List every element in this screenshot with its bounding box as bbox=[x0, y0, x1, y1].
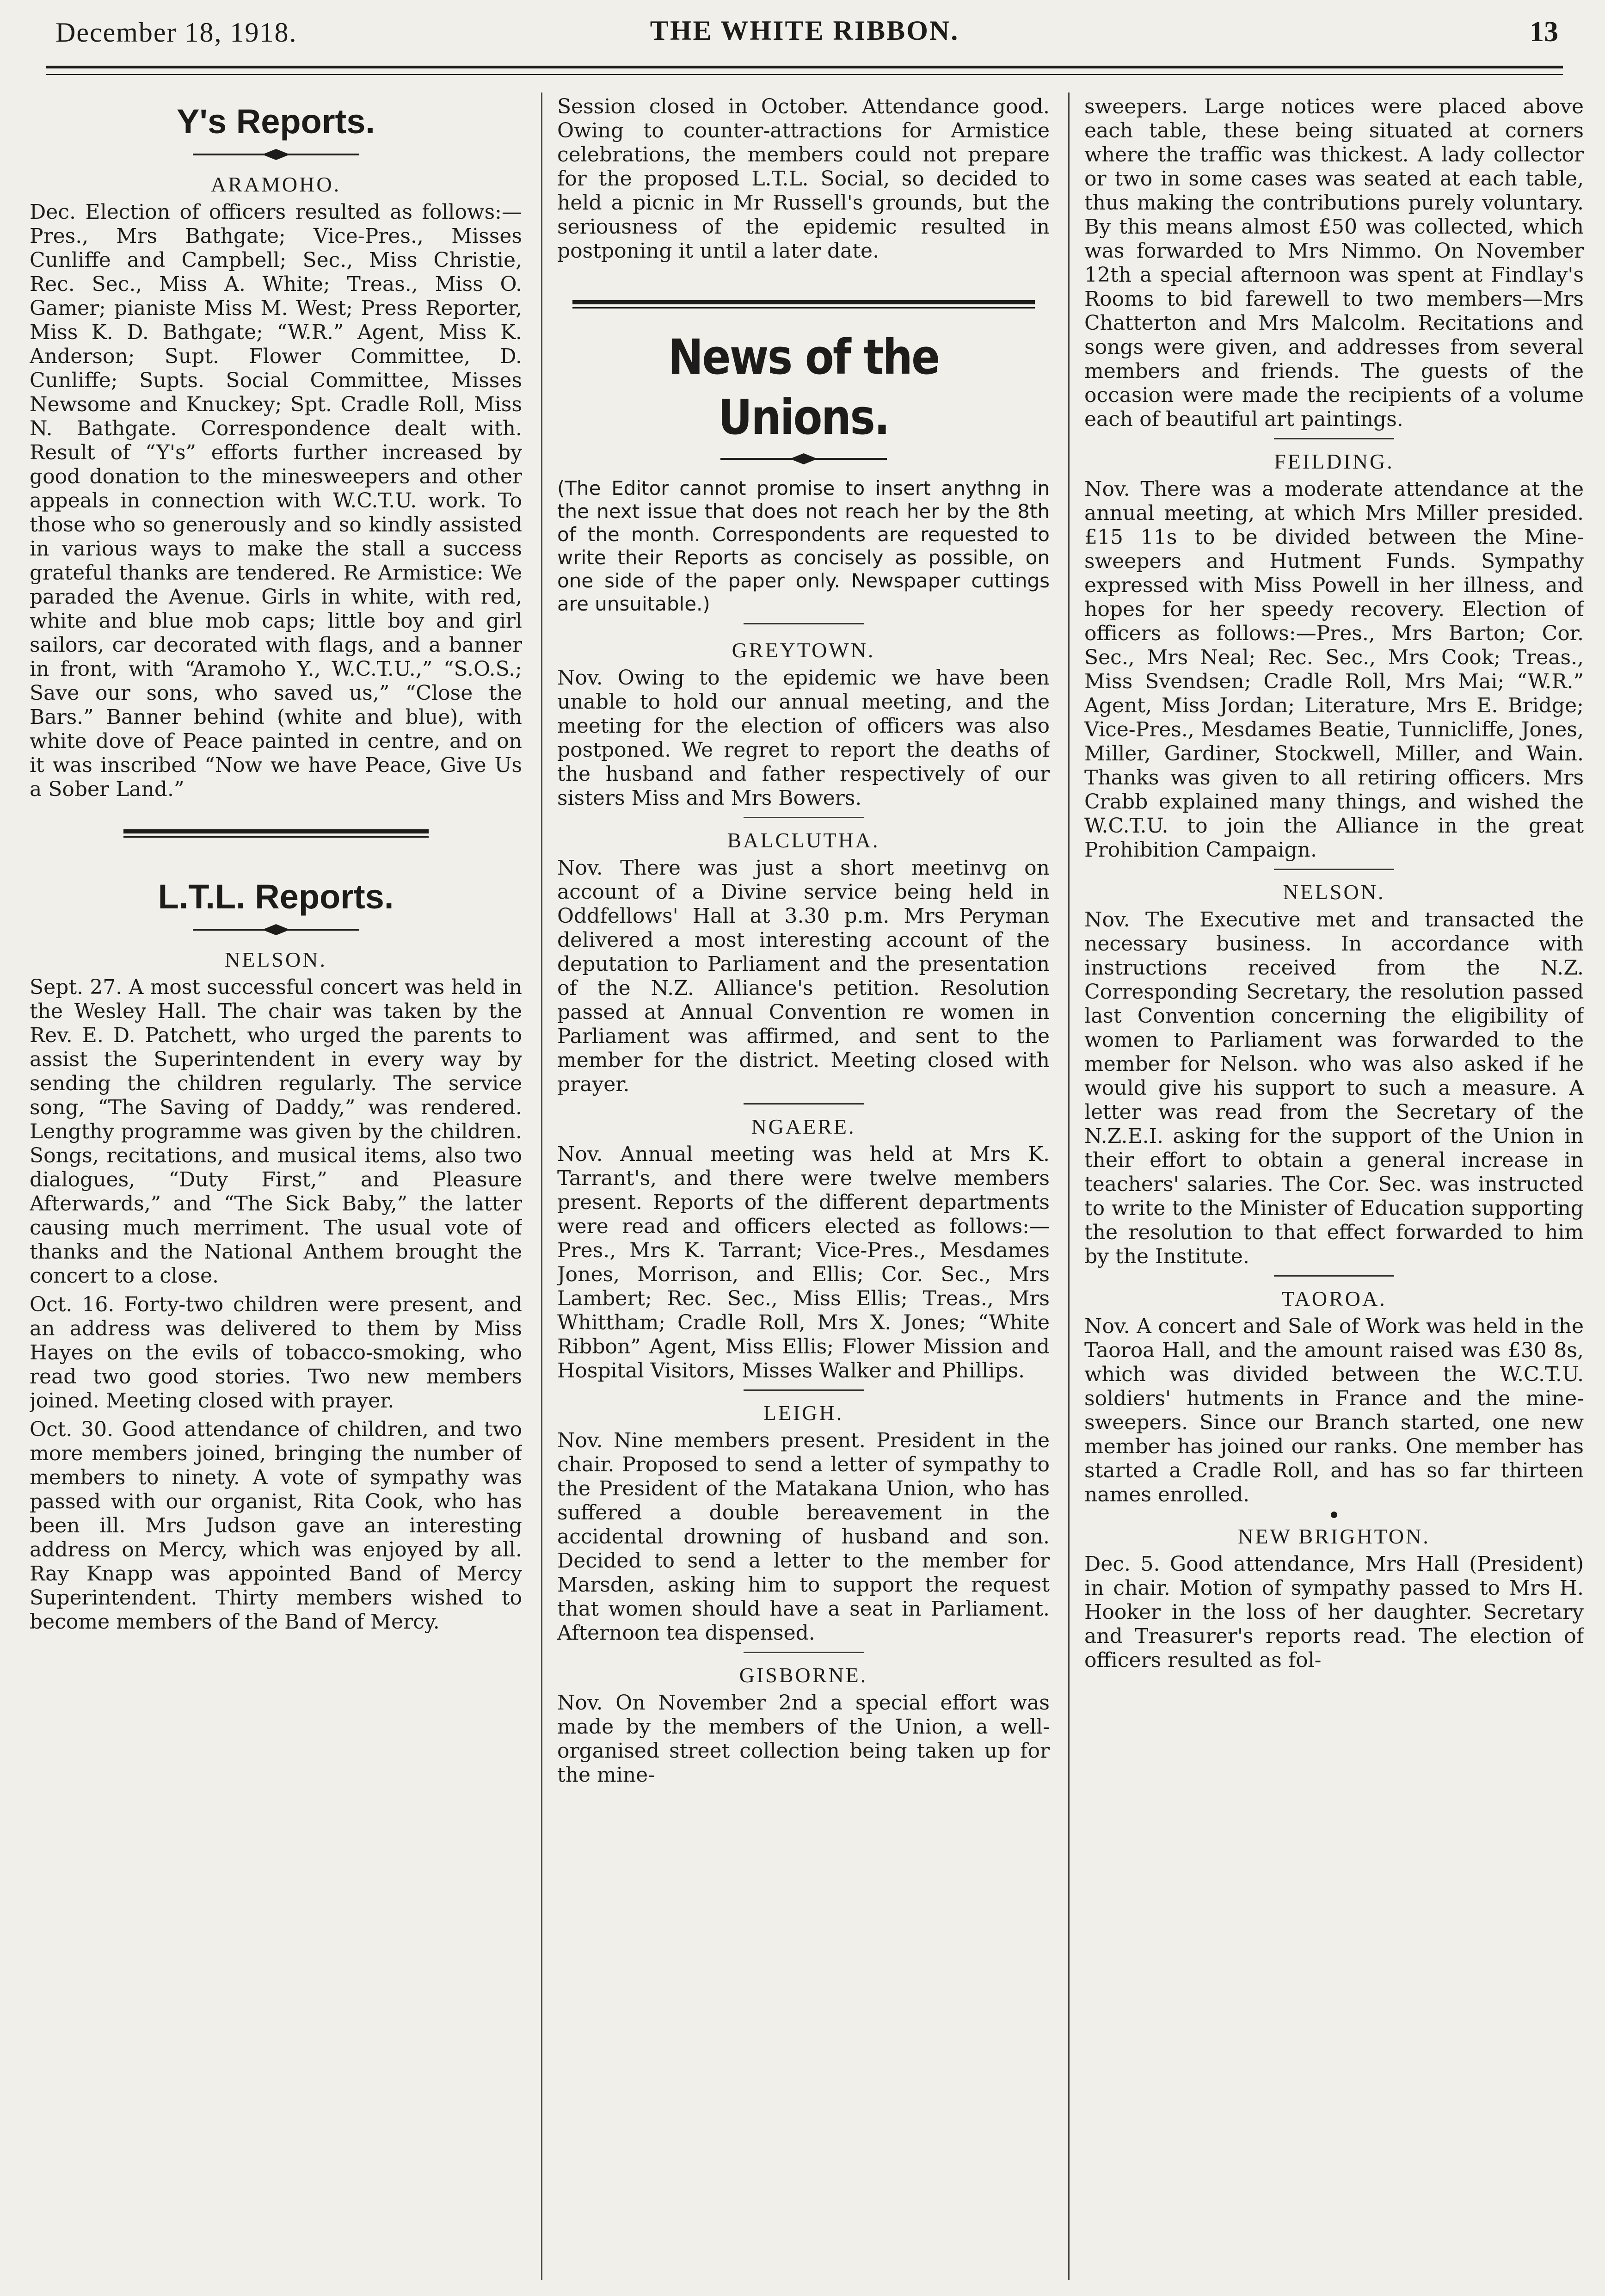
nelson-title: NELSON. bbox=[1283, 880, 1385, 904]
short-rule bbox=[1274, 438, 1394, 439]
leigh-report: Nov. Nine members present. President in the chair. Proposed to send a letter of sympathy to the President of the Matakana Union, who has suffered a double bereavement in the accidental drowning of husband and son. Decided to send a letter to the member for Marsden, asking him to support the request that women should have a seat in Parliament. Afternoon tea dispensed. bbox=[557, 1429, 1050, 1645]
page-header bbox=[46, 9, 1563, 60]
ngaere-title: NGAERE. bbox=[751, 1115, 856, 1138]
greytown-title: GREYTOWN. bbox=[732, 638, 875, 662]
news-of-unions-heading: News of the Unions. bbox=[668, 329, 939, 445]
section-double-rule bbox=[123, 829, 429, 838]
feilding-title: FEILDING. bbox=[1274, 450, 1394, 473]
short-rule bbox=[744, 1389, 864, 1391]
feilding-report: Nov. There was a moderate attendance at the annual meeting, at which Mrs Miller presided. £15 11s to be divided between the Mine-sweepers and Hutment Funds. Sympathy expressed with Miss Powell in her illness, and hopes for her speedy recovery. Election of officers as follows:—Pres., Mrs Barton; Cor. Sec., Mrs Neal; Rec. Sec., Mrs Cook; Treas., Miss Svendsen; Cradle Roll, Mrs Mai; “W.R.” Agent, Miss Jordan; Literature, Mrs E. Bridge; Vice-Pres., Mesdames Beatie, Tunnicliffe, Jones, Miller, Gardiner, Stockwell, Miller, and Wain. Thanks was given to all retiring officers. Mrs Crabb explained many things, and wished the W.C.T.U. to join the Alliance in the great Prohibition Campaign. bbox=[1084, 477, 1584, 862]
leigh-title: LEIGH. bbox=[763, 1401, 844, 1425]
page-number: 13 bbox=[1530, 16, 1558, 48]
short-rule bbox=[1274, 1275, 1394, 1277]
taoroa-report: Nov. A concert and Sale of Work was held in the Taoroa Hall, and the amount raised was £30 8s, which was divided between the W.C.T.U. soldiers' hutments in France and the mine-sweepers. Since our Branch started, one new member has joined our ranks. One member has started a Cradle Roll, and has so far thirteen names enrolled. bbox=[1084, 1315, 1584, 1506]
gisborne-report-part1: Nov. On November 2nd a special effort was made by the members of the Union, a well-organised street collection being taken up for the mine- bbox=[557, 1691, 1050, 1787]
ltl-nelson-sept-report: Sept. 27. A most successful concert was held in the Wesley Hall. The chair was taken by the Rev. E. D. Patchett, who urged the parents to assist the Superintendent in every way by sending the children regularly. The service song, “The Saving of Daddy,” was rendered. Lengthy programme was given by the children. Songs, recitations, and musical items, also two dialogues, “Duty First,” and Pleasure Afterwards,” and “The Sick Baby,” the latter causing much merriment. The usual vote of thanks and the National Anthem brought the concert to a close. bbox=[30, 975, 522, 1288]
balclutha-report: Nov. There was just a short meetinvg on account of a Divine service being held in Oddfellows' Hall at 3.30 p.m. Mrs Peryman delivered a most interesting account of the deputation to Parliament and the presentation of the N.Z. Alliance's petition. Resolution passed at Annual Convention re women in Parliament was affirmed, and sent to the member for the district. Meeting closed with prayer. bbox=[557, 856, 1050, 1096]
ltl-nelson-title: NELSON. bbox=[225, 948, 327, 971]
short-rule bbox=[744, 1652, 864, 1653]
column-2 bbox=[557, 95, 1050, 2278]
short-rule bbox=[744, 623, 864, 624]
column-3 bbox=[1084, 95, 1584, 2278]
publication-title: THE WHITE RIBBON. bbox=[650, 15, 959, 46]
ltl-continuation: Session closed in October. Attendance good. Owing to counter-attractions for Armistice celebrations, the members could not prepare for the proposed L.T.L. Social, so decided to held a picnic in Mr Russell's grounds, but the seriousness of the epidemic resulted in postponing it until a later date. bbox=[557, 95, 1050, 263]
column-1 bbox=[30, 95, 522, 2278]
aramoho-report: Dec. Election of officers resulted as follows:—Pres., Mrs Bathgate; Vice-Pres., Misses Cunliffe and Campbell; Sec., Miss Christie, Rec. Sec., Miss A. White; Treas., Miss O. Gamer; pianiste Miss M. West; Press Reporter, Miss K. D. Bathgate; “W.R.” Agent, Miss K. Anderson; Supt. Flower Committee, D. Cunliffe; Supts. Social Committee, Misses Newsome and Knuckey; Spt. Cradle Roll, Miss N. Bathgate. Correspondence dealt with. Result of “Y's” efforts further increased by good donation to the minesweepers and other appeals in connection with W.C.T.U. work. To those who so generously and so kindly assisted in various ways to make the stall a success grateful thanks are tendered. Re Armistice: We paraded the Avenue. Girls in white, with red, white and blue mob caps; little boy and girl sailors, car decorated with flags, and a banner in front, with “Aramoho Y., W.C.T.U.,” “S.O.S.; Save our sons, who saved us,” “Close the Bars.” Banner behind (white and blue), with white dove of Peace painted in centre, and on it was inscribed “Now we have Peace, Give Us a Sober Land.” bbox=[30, 200, 522, 801]
diamond-rule-ornament-icon bbox=[193, 148, 359, 161]
issue-date: December 18, 1918. bbox=[55, 17, 297, 48]
ltl-nelson-oct16-report: Oct. 16. Forty-two children were present, and an address was delivered to them by Miss Hayes on the evils of tobacco-smoking, who read two good stories. Two new members joined. Meeting closed with prayer. bbox=[30, 1293, 522, 1413]
new-brighton-title: NEW BRIGHTON. bbox=[1238, 1524, 1430, 1548]
new-brighton-report: Dec. 5. Good attendance, Mrs Hall (President) in chair. Motion of sympathy passed to Mrs H. Hooker in the loss of her daughter. Secretary and Treasurer's reports read. The election of officers resulted as fol- bbox=[1084, 1552, 1584, 1672]
header-rule-thick bbox=[46, 66, 1563, 68]
short-rule bbox=[744, 817, 864, 818]
aramoho-title: ARAMOHO. bbox=[210, 173, 341, 196]
ltl-reports-heading: L.T.L. Reports. bbox=[158, 877, 394, 916]
gisborne-title: GISBORNE. bbox=[739, 1663, 868, 1687]
column-divider-1 bbox=[541, 93, 542, 2280]
short-rule bbox=[1274, 869, 1394, 870]
balclutha-title: BALCLUTHA. bbox=[727, 828, 880, 852]
ys-reports-heading: Y's Reports. bbox=[177, 102, 375, 141]
ltl-nelson-oct30-report: Oct. 30. Good attendance of children, and two more members joined, bringing the number of members to ninety. A vote of sympathy was passed with our organist, Rita Cook, who has been ill. Mrs Judson gave an interesting address on Mercy, which was enjoyed by all. Ray Knapp was appointed Band of Mercy Superintendent. Thirty members wished to become members of the Band of Mercy. bbox=[30, 1418, 522, 1634]
short-rule bbox=[744, 1103, 864, 1105]
ngaere-report: Nov. Annual meeting was held at Mrs K. Tarrant's, and there were twelve members present. Reports of the different departments were read and officers elected as follows:—Pres., Mrs K. Tarrant; Vice-Pres., Mesdames Jones, Morrison, and Ellis; Cor. Sec., Mrs Lambert; Rec. Sec., Miss Ellis; Treas., Mrs Whittham; Cradle Roll, Mrs X. Jones; “White Ribbon” Agent, Miss Ellis; Flower Mission and Hospital Visitors, Misses Walker and Phillips. bbox=[557, 1142, 1050, 1383]
column-divider-2 bbox=[1068, 93, 1070, 2280]
taoroa-title: TAOROA. bbox=[1281, 1287, 1387, 1310]
bullet-dot-icon bbox=[1331, 1512, 1337, 1518]
greytown-report: Nov. Owing to the epidemic we have been unable to hold our annual meeting, and the meeting for the election of officers was also postponed. We regret to report the deaths of the husband and father respectively of our sisters Miss and Mrs Bowers. bbox=[557, 666, 1050, 810]
gisborne-report-part2: sweepers. Large notices were placed above each table, these being situated at corners where the traffic was thickest. A lady collector or two in some cases was seated at each table, thus making the contributions purely voluntary. By this means almost £50 was collected, which was forwarded to Mrs Nimmo. On November 12th a special afternoon was spent at Findlay's Rooms to bid farewell to two members—Mrs Chatterton and Mrs Malcolm. Recitations and songs were given, and addresses from several members and friends. The guests of the occasion were made the recipients of a volume each of beautiful art paintings. bbox=[1084, 95, 1584, 431]
section-double-rule bbox=[572, 300, 1035, 309]
header-rule-thin bbox=[46, 74, 1563, 75]
diamond-rule-ornament-icon bbox=[720, 452, 887, 466]
nelson-report: Nov. The Executive met and transacted the necessary business. In accordance with instructions received from the N.Z. Corresponding Secretary, the resolution passed last Convention concerning the eligibility of women to Parliament was forwarded to the member for Nelson. who was also asked if he would give his support to such a measure. A letter was read from the Secretary of the N.Z.E.I. asking for the support of the Union in their effort to obtain a general increase in teachers' salaries. The Cor. Sec. was instructed to write to the Minister of Education supporting the resolution to that effect forwarded to him by the Institute. bbox=[1084, 908, 1584, 1268]
diamond-rule-ornament-icon bbox=[193, 923, 359, 937]
editor-notice: (The Editor cannot promise to insert anythng in the next issue that does not reach her by the 8th of the month. Correspondents are requested to write their Reports as concisely as possible, on one side of the paper only. Newspaper cuttings are unsuitable.) bbox=[557, 477, 1050, 615]
